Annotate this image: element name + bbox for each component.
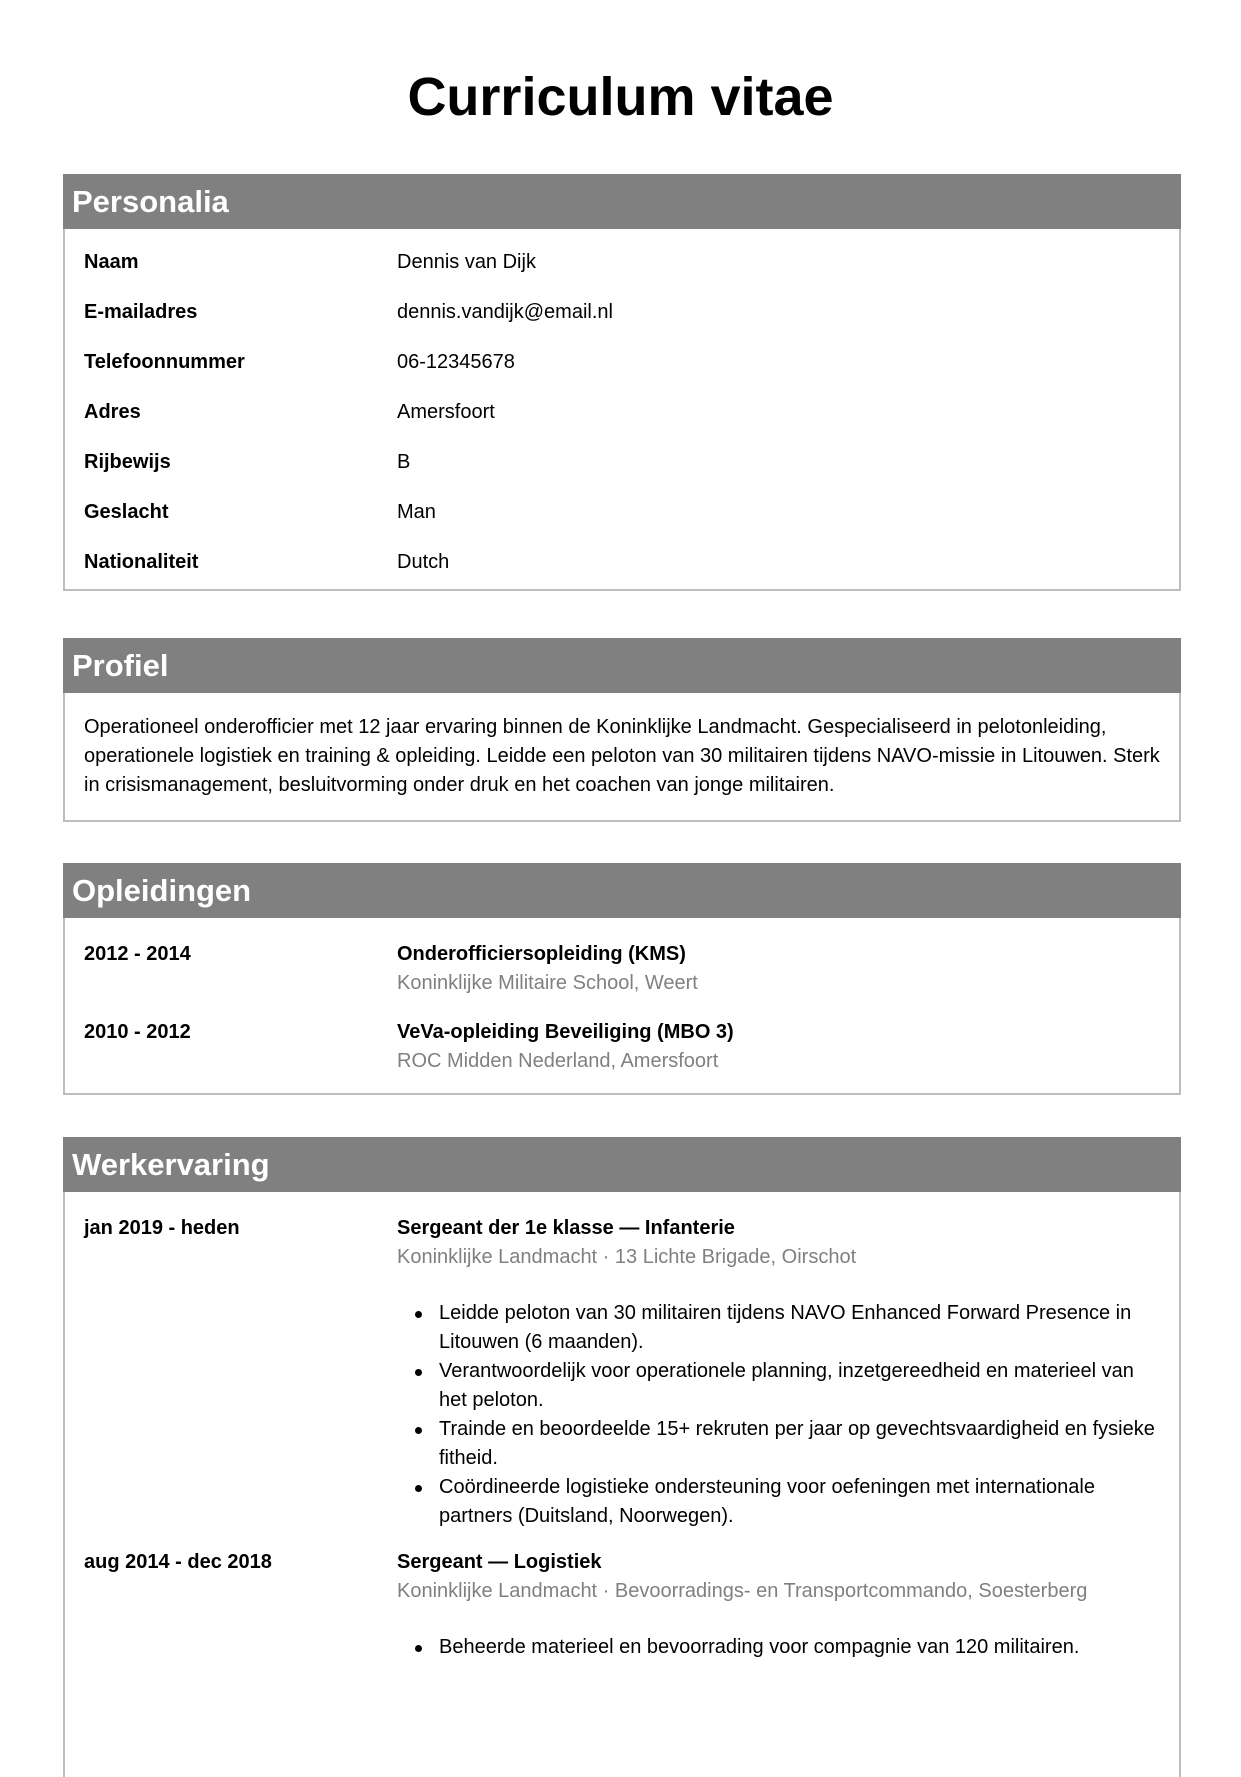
license-value: B [397,451,411,473]
name-label: Naam [84,251,139,273]
experience-period: aug 2014 - dec 2018 [84,1551,272,1573]
experience-details [397,1214,1179,1531]
education-details [397,940,1179,998]
address-value: Amersfoort [397,401,495,423]
email-label: E-mailadres [84,301,198,323]
education-entry [65,940,1179,1018]
experience-period: jan 2019 - heden [84,1217,240,1239]
experience-list [65,1192,1179,1662]
personalia-row-phone [65,350,1179,400]
experience-title: Sergeant der 1e klasse — Infanterie [397,1217,735,1239]
address-label: Adres [84,401,141,423]
education-period: 2010 - 2012 [84,1021,191,1043]
profiel-heading: Profiel [63,638,1181,693]
profile-text: Operationeel onderofficier met 12 jaar ervaring binnen de Koninklijke Landmacht. Gespecialiseerd in pelotonleiding, operationele logistiek en training & opleiding. Leidde een peloton van 30 militairen tijdens NAVO-missie in Litouwen. Sterk in crisismanagement, besluitvorming onder druk en het coachen van jonge militairen. [84,716,1160,796]
education-period: 2012 - 2014 [84,943,191,965]
personalia-row-gender [65,500,1179,550]
education-list [65,918,1179,1096]
phone-label: Telefoonnummer [84,351,245,373]
personalia-row-nationality [65,550,1179,600]
personalia-row-email [65,300,1179,350]
personalia-row-license [65,450,1179,500]
experience-entry [65,1214,1179,1548]
education-entry [65,1018,1179,1096]
experience-details [397,1548,1179,1662]
experience-bullet: Leidde peloton van 30 militairen tijdens NAVO Enhanced Forward Presence in Litouwen (6 maanden). [439,1299,1159,1357]
education-institution: ROC Midden Nederland, Amersfoort [397,1050,719,1072]
phone-value: 06-12345678 [397,351,515,373]
experience-employer: Koninklijke Landmacht · Bevoorradings- en Transportcommando, Soesterberg [397,1580,1088,1602]
license-label: Rijbewijs [84,451,171,473]
gender-value: Man [397,501,436,523]
werkervaring-section [63,1137,1181,1777]
experience-bullet: Verantwoordelijk voor operationele planning, inzetgereedheid en materieel van het peloton. [439,1357,1159,1415]
nationality-value: Dutch [397,551,450,573]
education-title: Onderofficiersopleiding (KMS) [397,943,686,965]
gender-label: Geslacht [84,501,169,523]
personalia-heading: Personalia [63,174,1181,229]
experience-title: Sergeant — Logistiek [397,1551,602,1573]
profiel-section [63,638,1181,822]
personalia-list [65,229,1179,600]
email-value: dennis.vandijk@email.nl [397,301,613,323]
education-details [397,1018,1179,1076]
opleidingen-heading: Opleidingen [63,863,1181,918]
education-title: VeVa-opleiding Beveiliging (MBO 3) [397,1021,734,1043]
education-institution: Koninklijke Militaire School, Weert [397,972,698,994]
personalia-row-name [65,250,1179,300]
experience-bullet: Trainde en beoordeelde 15+ rekruten per jaar op gevechtsvaardigheid en fysieke fitheid. [439,1415,1159,1473]
experience-entry [65,1548,1179,1662]
experience-bullets [397,1299,1159,1531]
personalia-row-address [65,400,1179,450]
opleidingen-section [63,863,1181,1095]
experience-bullet: Coördineerde logistieke ondersteuning voor oefeningen met internationale partners (Duitsland, Noorwegen). [439,1473,1159,1531]
nationality-label: Nationaliteit [84,551,199,573]
personalia-section [63,174,1181,591]
experience-employer: Koninklijke Landmacht · 13 Lichte Brigade, Oirschot [397,1246,857,1268]
experience-bullet: Beheerde materieel en bevoorrading voor compagnie van 120 militairen. [439,1633,1159,1662]
name-value: Dennis van Dijk [397,251,536,273]
werkervaring-heading: Werkervaring [63,1137,1181,1192]
page-title: Curriculum vitae [407,67,834,127]
experience-bullets [397,1633,1159,1662]
